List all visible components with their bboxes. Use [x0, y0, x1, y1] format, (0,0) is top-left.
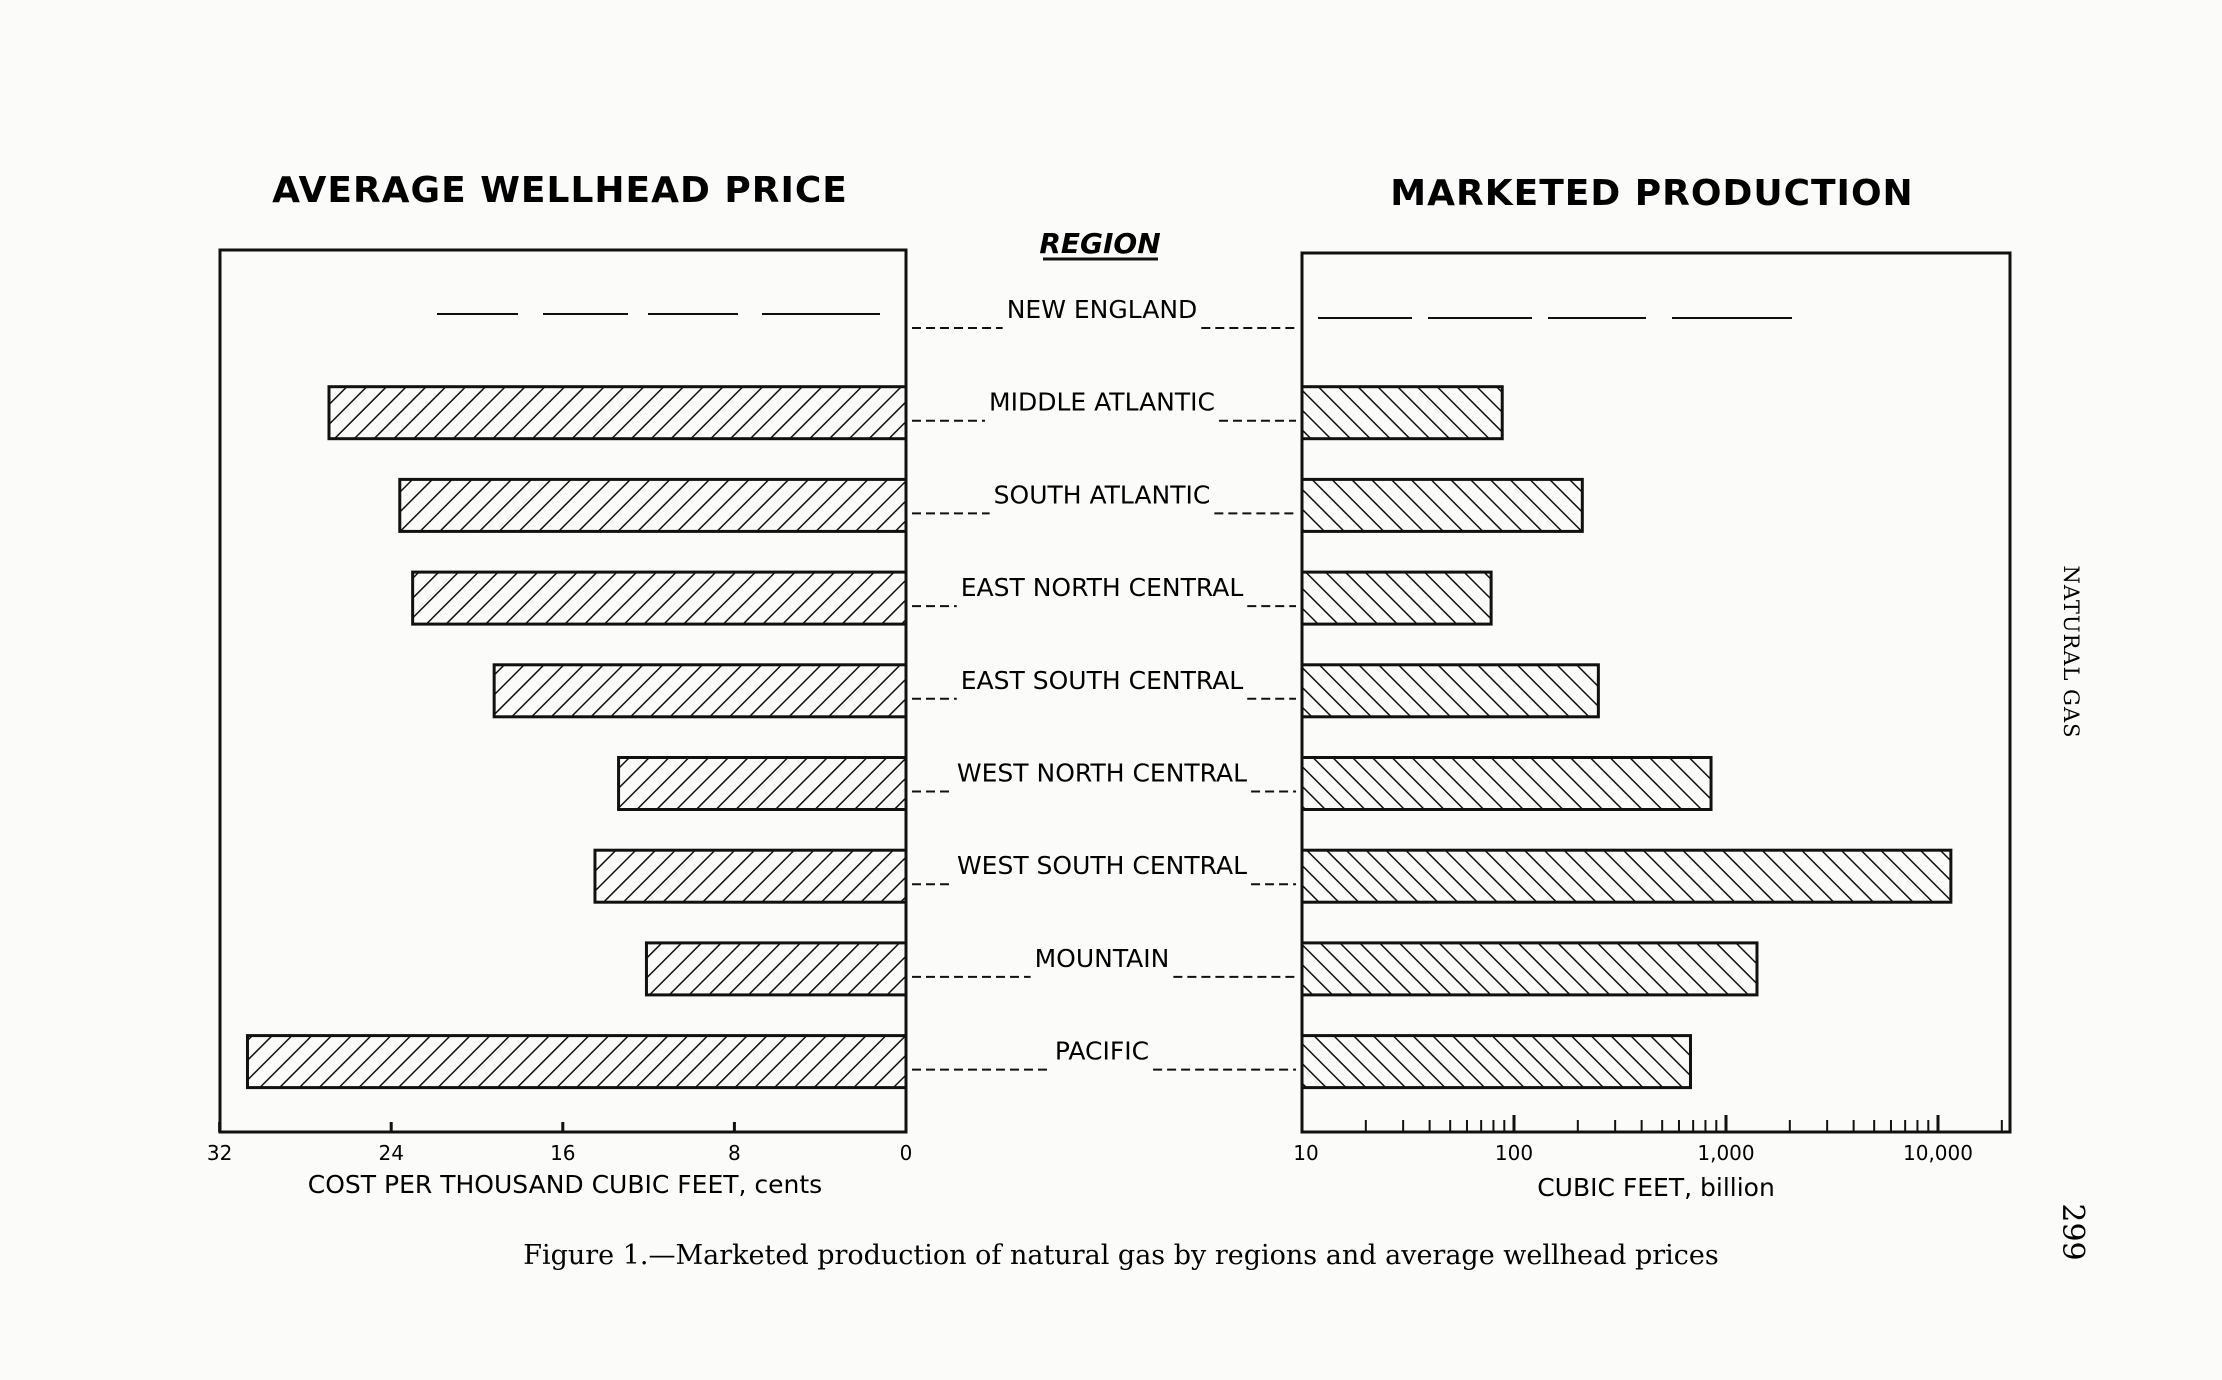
right-axis	[1293, 1115, 2002, 1165]
left-bar	[494, 665, 906, 717]
region-label: SOUTH ATLANTIC	[993, 480, 1211, 510]
right-axis-label: CUBIC FEET, billion	[1537, 1173, 1775, 1202]
left-bar	[595, 850, 906, 902]
region-label: WEST SOUTH CENTRAL	[956, 851, 1248, 881]
right-bar	[1302, 665, 1598, 717]
region-heading: REGION	[1039, 227, 1161, 260]
right-bars	[1302, 318, 1951, 1088]
right-chart-title: MARKETED PRODUCTION	[1390, 173, 1914, 214]
left-axis	[207, 1122, 912, 1165]
region-label: EAST NORTH CENTRAL	[960, 573, 1244, 603]
left-tick-label: 24	[378, 1141, 404, 1165]
region-label: PACIFIC	[1054, 1036, 1150, 1066]
left-bar	[247, 1036, 906, 1088]
left-axis-label: COST PER THOUSAND CUBIC FEET, cents	[307, 1170, 823, 1199]
page-number: 299	[2055, 1203, 2090, 1261]
left-tick-label: 32	[206, 1141, 233, 1165]
left-bar	[329, 387, 906, 439]
right-bar	[1302, 758, 1711, 810]
right-bar	[1302, 1036, 1690, 1088]
right-bar	[1302, 850, 1951, 902]
region-label: WEST NORTH CENTRAL	[956, 758, 1248, 788]
right-bar	[1302, 943, 1757, 995]
right-tick-label: 10,000	[1903, 1141, 1973, 1165]
left-chart-title: AVERAGE WELLHEAD PRICE	[272, 170, 848, 211]
region-label: EAST SOUTH CENTRAL	[960, 665, 1244, 695]
left-bar	[646, 943, 906, 995]
left-tick-label: 0	[899, 1141, 913, 1165]
region-label: NEW ENGLAND	[1006, 295, 1198, 324]
left-bars	[247, 314, 906, 1088]
left-bar	[400, 479, 906, 531]
right-tick-label: 1,000	[1697, 1141, 1755, 1165]
right-bar	[1302, 387, 1502, 439]
left-bar	[619, 758, 906, 810]
running-head: NATURAL GAS	[2059, 565, 2083, 739]
region-labels	[912, 295, 1296, 1070]
right-bar	[1302, 479, 1582, 531]
region-label: MOUNTAIN	[1034, 943, 1170, 973]
right-tick-label: 100	[1494, 1141, 1534, 1165]
region-label: MIDDLE ATLANTIC	[989, 387, 1215, 417]
left-tick-label: 16	[550, 1141, 576, 1165]
right-tick-label: 10	[1293, 1141, 1319, 1165]
right-bar	[1302, 572, 1491, 624]
figure-caption: Figure 1.—Marketed production of natural gas by regions and average wellhead prices	[523, 1240, 1719, 1271]
left-bar	[413, 572, 906, 624]
left-tick-label: 8	[728, 1141, 741, 1165]
